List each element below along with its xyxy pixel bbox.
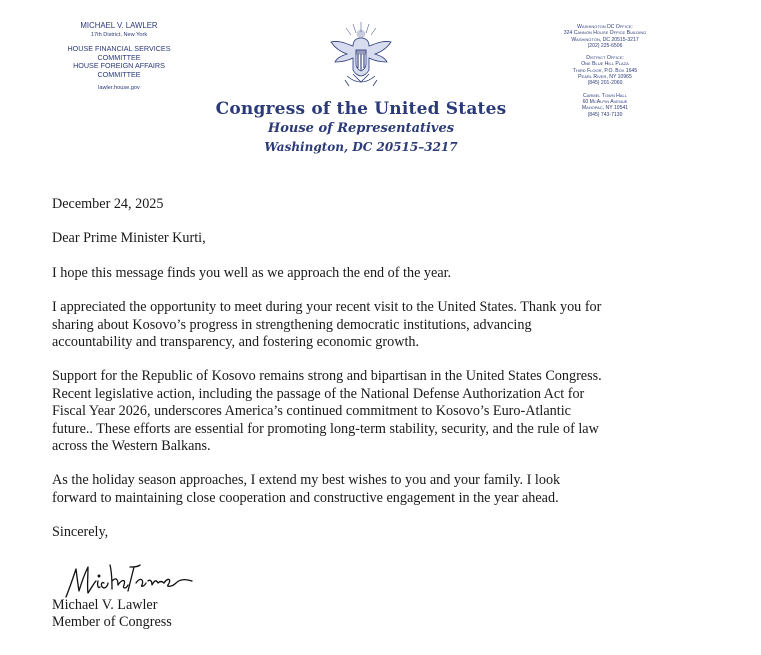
paragraph-3-line-4: future.. These efforts are essential for promoting long-term stability, security, and the rule of law — [52, 420, 599, 437]
website-text: lawler.house.gov — [98, 84, 140, 91]
carmel-office-phone: (845) 743-7130 — [587, 111, 623, 118]
paragraph-3-line-5: across the Western Balkans. — [52, 438, 211, 455]
committee-1-line-b: COMMITTEE — [97, 52, 141, 62]
signer-block — [52, 597, 172, 632]
dc-office-line-2: Washington, DC 20515-3217 — [571, 36, 639, 43]
masthead-congress: Congress of the United States — [215, 99, 507, 119]
letter-date: December 24, 2025 — [52, 196, 164, 212]
district-office-title: District Office: — [586, 55, 624, 62]
salutation: Dear Prime Minister Kurti, — [52, 230, 206, 247]
paragraph-4-line-1: As the holiday season approaches, I extend my best wishes to you and your family. I look — [52, 472, 561, 489]
paragraph-3-line-1: Support for the Republic of Kosovo remains strong and bipartisan in the United States Congress. — [52, 368, 602, 385]
signer-name: Michael V. Lawler — [52, 597, 158, 613]
carmel-office-title: Carmel Town Hall — [583, 92, 627, 99]
dc-office-line-1: 324 Cannon House Office Building — [563, 30, 647, 37]
committee-2-line-a: HOUSE FOREIGN AFFAIRS — [73, 61, 165, 71]
carmel-office-line-2: Mahopac, NY 10541 — [581, 105, 629, 112]
masthead — [200, 98, 522, 156]
paragraph-2-line-1: I appreciated the opportunity to meet during your recent visit to the United States. Thank you for — [52, 299, 602, 316]
house-seal-icon — [325, 20, 397, 92]
letterhead-right — [530, 24, 680, 118]
member-name: MICHAEL V. LAWLER — [80, 21, 158, 30]
district-office-line-1: One Blue Hill Plaza — [581, 61, 629, 68]
district-office-line-2: Third Floor, P.O. Box 1645 — [572, 67, 638, 74]
paragraph-4-line-2: forward to maintaining close cooperation and constructive engagement in the year ahead. — [52, 489, 559, 506]
paragraph-3-line-3: Fiscal Year 2026, underscores America’s continued commitment to Kosovo’s Euro-Atlantic — [52, 403, 571, 420]
signer-title: Member of Congress — [52, 614, 172, 631]
dc-office-phone: (202) 225-6506 — [587, 42, 623, 49]
paragraph-2-line-3: accountability and transparency, and fostering economic growth. — [52, 334, 420, 351]
letter-body — [52, 196, 712, 542]
paragraph-2 — [52, 299, 712, 351]
district-label: 17th District, New York — [90, 31, 148, 38]
paragraph-4 — [52, 472, 712, 507]
masthead-house: House of Representatives — [267, 121, 455, 136]
paragraph-3 — [52, 368, 712, 455]
letterhead-left — [44, 22, 194, 92]
masthead-address: Washington, DC 20515–3217 — [264, 140, 458, 154]
district-office-phone: (845) 201-2060 — [587, 80, 623, 87]
paragraph-3-line-2: Recent legislative action, including the passage of the National Defense Authorization Act for — [52, 385, 585, 402]
closing: Sincerely, — [52, 524, 109, 541]
dc-office-title: Washington DC Office: — [577, 24, 633, 30]
district-office-line-3: Pearl River, NY 10965 — [578, 74, 632, 81]
paragraph-1: I hope this message finds you well as we approach the end of the year. — [52, 264, 452, 281]
carmel-office-line-1: 60 McAlpin Avenue — [582, 98, 628, 105]
paragraph-2-line-2: sharing about Kosovo’s progress in strengthening democratic institutions, advancing — [52, 316, 532, 333]
committee-2-line-b: COMMITTEE — [97, 69, 141, 79]
committee-1-line-a: HOUSE FINANCIAL SERVICES — [67, 44, 171, 54]
